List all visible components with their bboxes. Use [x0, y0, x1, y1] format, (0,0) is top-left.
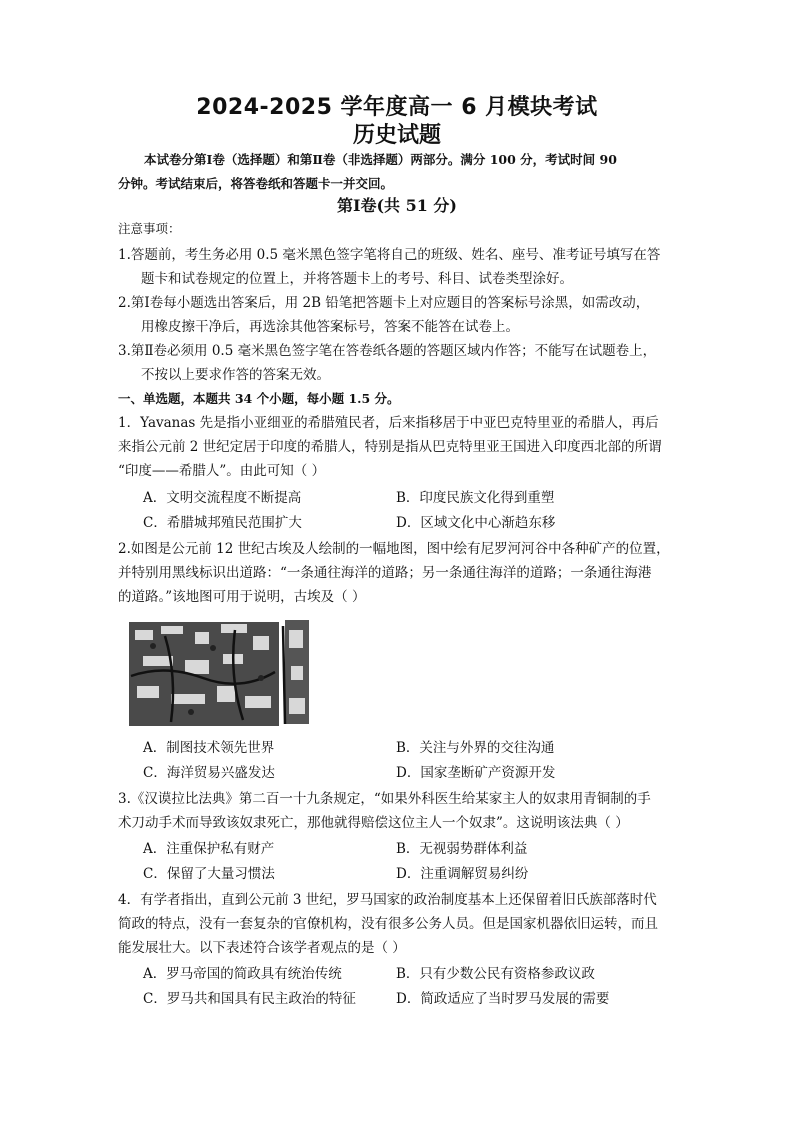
note-line: 1.答题前，考生务必用 0.5 毫米黑色签字笔将自己的班级、姓名、座号、准考证号填写在答	[118, 247, 661, 263]
question-3-line: 3.《汉谟拉比法典》第二百一十九条规定，“如果外科医生给某家主人的奴隶用青铜制的手	[118, 791, 651, 807]
option-c[interactable]: C．罗马共和国具有民主政治的特征	[143, 991, 356, 1007]
option-d[interactable]: D．国家垄断矿产资源开发	[396, 765, 556, 781]
note-line: 2.第Ⅰ卷每小题选出答案后，用 2B 铅笔把答题卡上对应题目的答案标号涂黑，如需改动，	[118, 295, 650, 311]
option-c[interactable]: C．希腊城邦殖民范围扩大	[143, 515, 302, 531]
option-c[interactable]: C．海洋贸易兴盛发达	[143, 765, 275, 781]
subject-title: 历史试题	[352, 123, 441, 148]
question-3-line: 术刀动手术而导致该奴隶死亡，那他就得赔偿这位主人一个奴隶”。这说明该法典（ ）	[118, 815, 629, 831]
note-line: 题卡和试卷规定的位置上，并将答题卡上的考号、科目、试卷类型涂好。	[141, 271, 573, 287]
option-a[interactable]: A．制图技术领先世界	[143, 740, 275, 756]
option-b[interactable]: B．关注与外界的交往沟通	[396, 740, 555, 756]
option-b[interactable]: B．只有少数公民有资格参政议政	[396, 966, 595, 982]
option-b[interactable]: B．无视弱势群体利益	[396, 841, 528, 857]
question-2-line: 2.如图是公元前 12 世纪古埃及人绘制的一幅地图，图中绘有尼罗河河谷中各种矿产的位置，	[118, 541, 670, 557]
option-b[interactable]: B．印度民族文化得到重塑	[396, 490, 555, 506]
ancient-egypt-map-image	[125, 616, 313, 730]
option-d[interactable]: D．注重调解贸易纠纷	[396, 866, 529, 882]
option-d[interactable]: D．简政适应了当时罗马发展的需要	[396, 991, 610, 1007]
question-4-line: 能发展壮大。以下表述符合该学者观点的是（ ）	[118, 940, 406, 956]
option-a[interactable]: A．注重保护私有财产	[143, 841, 275, 857]
section-title: 第Ⅰ卷(共 51 分)	[336, 196, 458, 215]
option-c[interactable]: C．保留了大量习惯法	[143, 866, 275, 882]
option-d[interactable]: D．区域文化中心渐趋东移	[396, 515, 556, 531]
question-4-line: 简政的特点，没有一套复杂的官僚机构，没有很多公务人员。但是国家机器依旧运转，而且	[118, 916, 658, 932]
question-2-line: 并特别用黑线标识出道路：“一条通往海洋的道路；另一条通往海洋的道路；一条通往海港	[118, 565, 652, 581]
question-1-line: 来指公元前 2 世纪定居于印度的希腊人，特别是指从巴克特里亚王国进入印度西北部的所谓	[118, 439, 662, 455]
notes-heading: 注意事项：	[118, 221, 181, 236]
note-line: 3.第Ⅱ卷必须用 0.5 毫米黑色签字笔在答卷纸各题的答题区域内作答；不能写在试题卷上，	[118, 343, 657, 359]
option-a[interactable]: A．文明交流程度不断提高	[143, 490, 302, 506]
option-a[interactable]: A．罗马帝国的简政具有统治传统	[143, 966, 342, 982]
intro-line-2: 分钟。考试结束后，将答卷纸和答题卡一并交回。	[118, 176, 394, 191]
note-line: 用橡皮擦干净后，再选涂其他答案标号，答案不能答在试卷上。	[141, 319, 519, 335]
question-1-line: 1．Yavanas 先是指小亚细亚的希腊殖民者，后来指移居于中亚巴克特里亚的希腊人，再后	[118, 415, 659, 431]
part-heading: 一、单选题，本题共 34 个小题，每小题 1.5 分。	[118, 391, 400, 406]
note-line: 不按以上要求作答的答案无效。	[141, 367, 330, 383]
question-4-line: 4．有学者指出，直到公元前 3 世纪，罗马国家的政治制度基本上还保留着旧氏族部落时代	[118, 892, 657, 908]
question-2-line: 的道路。”该地图可用于说明，古埃及（ ）	[118, 589, 366, 605]
intro-line-1: 本试卷分第Ⅰ卷（选择题）和第Ⅱ卷（非选择题）两部分。满分 100 分，考试时间 90	[144, 152, 617, 167]
exam-title: 2024-2025 学年度高一 6 月模块考试	[196, 95, 598, 120]
question-1-line: “印度——希腊人”。由此可知（ ）	[118, 463, 326, 479]
